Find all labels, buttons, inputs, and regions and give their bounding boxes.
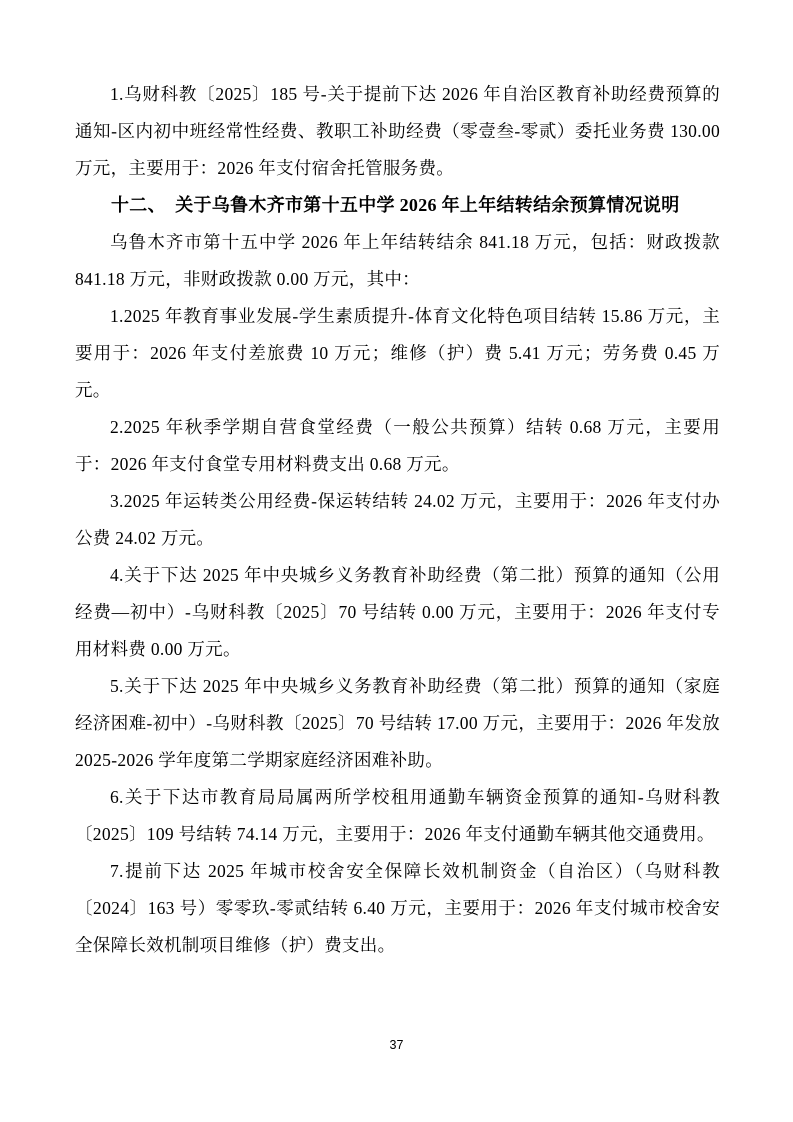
paragraph-section-lead: 乌鲁木齐市第十五中学 2026 年上年结转结余 841.18 万元，包括：财政拨款 841.18 万元，非财政拨款 0.00 万元，其中： <box>75 232 720 289</box>
paragraph-item-3: 3.2025 年运转类公用经费-保运转结转 24.02 万元，主要用于：2026 年支付办公费 24.02 万元。 <box>75 491 720 548</box>
paragraph-item-1: 1.2025 年教育事业发展-学生素质提升-体育文化特色项目结转 15.86 万元，主要用于：2026 年支付差旅费 10 万元；维修（护）费 5.41 万元；劳务费 0.45 万元。 <box>75 306 720 400</box>
paragraph-item-6: 6.关于下达市教育局局属两所学校租用通勤车辆资金预算的通知-乌财科教〔2025〕109 号结转 74.14 万元，主要用于：2026 年支付通勤车辆其他交通费用。 <box>75 787 720 844</box>
paragraph-intro: 1.乌财科教〔2025〕185 号-关于提前下达 2026 年自治区教育补助经费预算的通知-区内初中班经常性经费、教职工补助经费（零壹叁-零贰）委托业务费 130.00 万元，主要用于：2026 年支付宿舍托管服务费。 <box>75 84 720 178</box>
section-heading: 十二、 关于乌鲁木齐市第十五中学 2026 年上年结转结余预算情况说明 <box>111 195 680 215</box>
paragraph-item-4: 4.关于下达 2025 年中央城乡义务教育补助经费（第二批）预算的通知（公用经费—初中）-乌财科教〔2025〕70 号结转 0.00 万元，主要用于：2026 年支付专用材料费 0.00 万元。 <box>75 565 720 659</box>
page-number: 37 <box>389 1038 404 1052</box>
paragraph-item-2: 2.2025 年秋季学期自营食堂经费（一般公共预算）结转 0.68 万元，主要用于：2026 年支付食堂专用材料费支出 0.68 万元。 <box>75 417 720 474</box>
paragraph-item-7: 7.提前下达 2025 年城市校舍安全保障长效机制资金（自治区）（乌财科教〔2024〕163 号）零零玖-零贰结转 6.40 万元，主要用于：2026 年支付城市校舍安全保障长效机制项目维修（护）费支出。 <box>75 861 720 955</box>
paragraph-item-5: 5.关于下达 2025 年中央城乡义务教育补助经费（第二批）预算的通知（家庭经济困难-初中）-乌财科教〔2025〕70 号结转 17.00 万元，主要用于：2026 年发放 2025-2026 学年度第二学期家庭经济困难补助。 <box>75 676 720 770</box>
